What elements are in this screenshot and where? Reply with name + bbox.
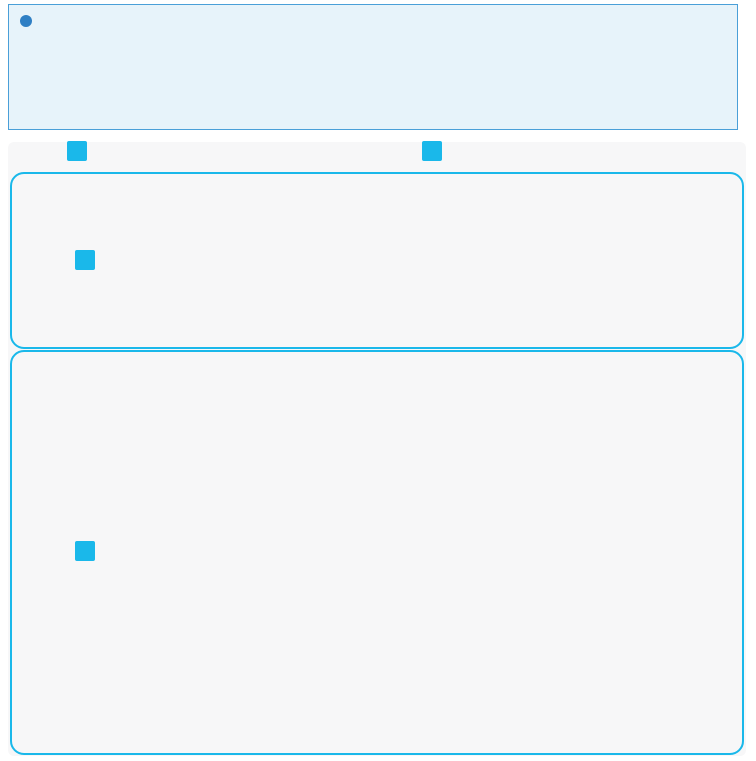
callout-badge-1: [67, 141, 87, 161]
order-table: [8, 142, 746, 756]
callout-badge-3: [75, 250, 95, 270]
info-icon: [20, 15, 32, 27]
info-box: [8, 4, 738, 130]
callout-badge-4: [75, 541, 95, 561]
callout-badge-2: [422, 141, 442, 161]
